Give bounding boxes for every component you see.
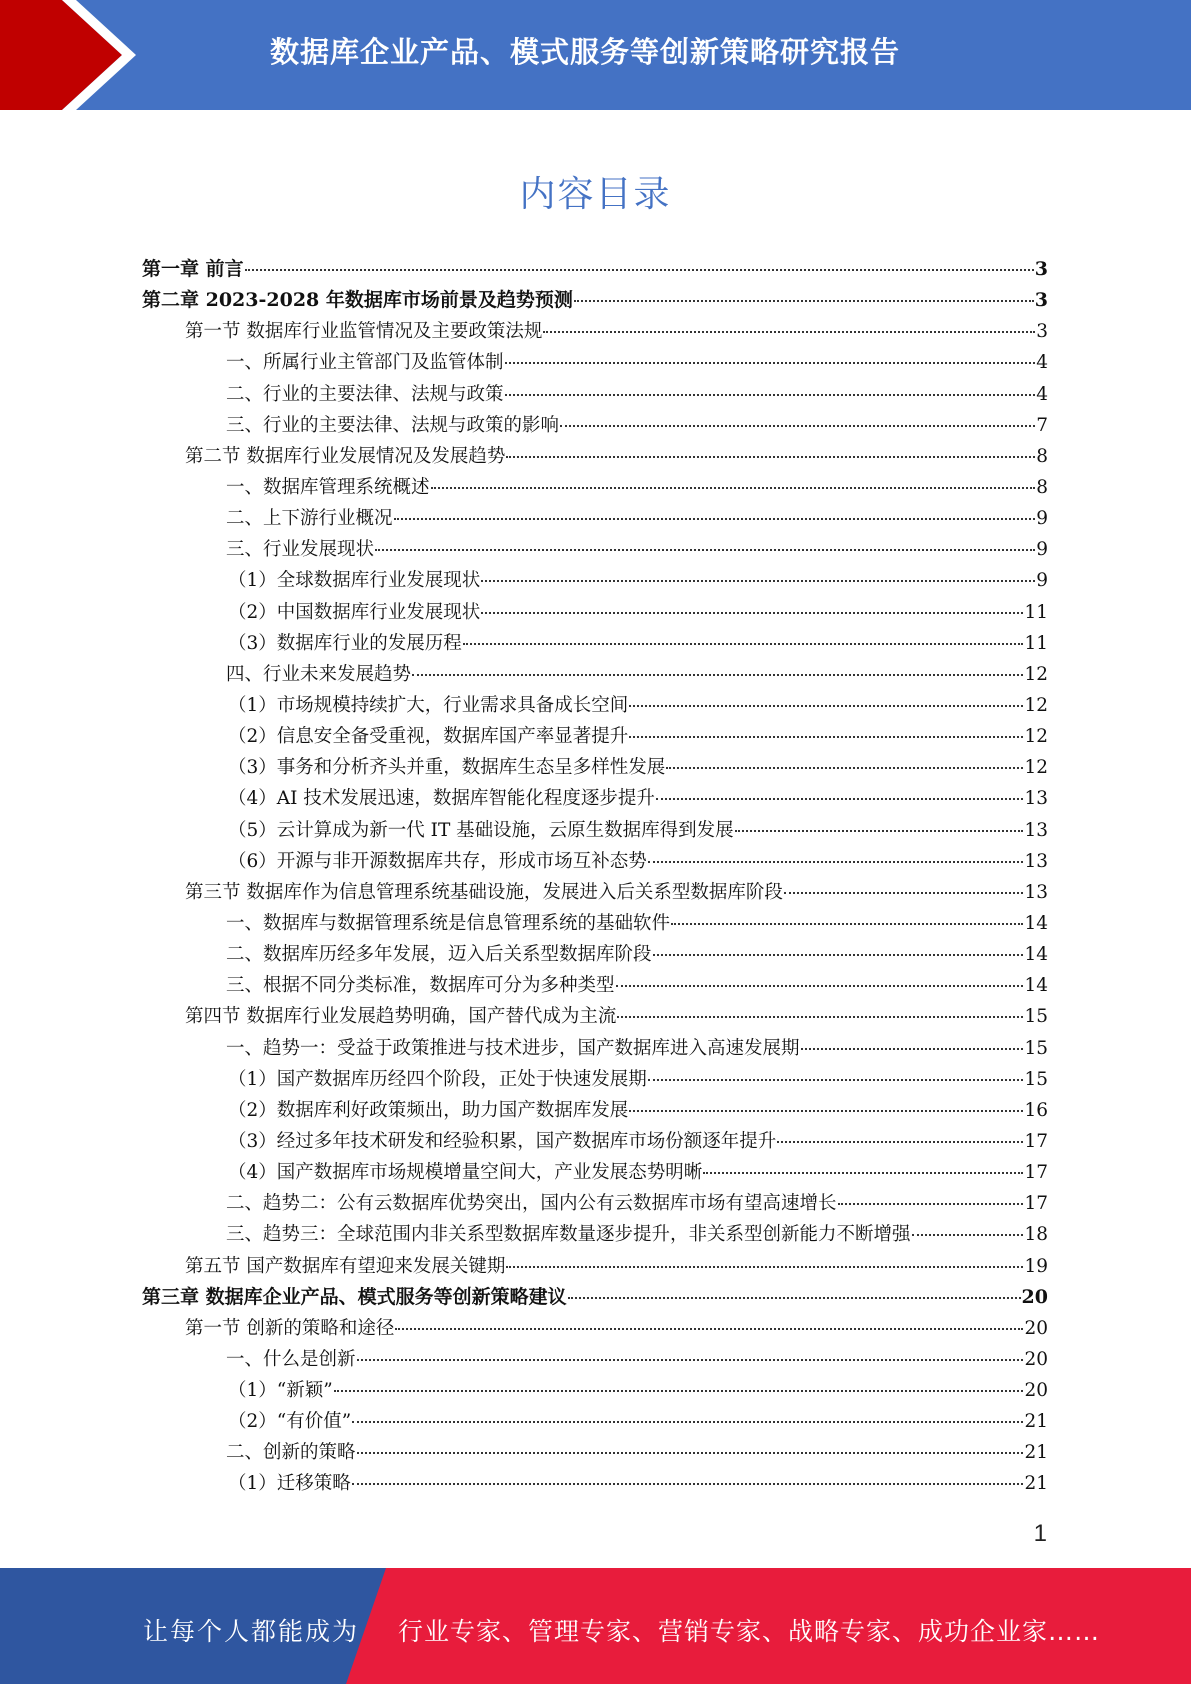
toc-dot-leader (801, 1048, 1024, 1050)
toc-entry-page: 15 (1024, 1006, 1048, 1028)
toc-dot-leader (394, 518, 1036, 520)
toc-dot-leader (505, 362, 1036, 364)
toc-dot-leader (629, 705, 1023, 707)
toc-dot-leader (617, 1016, 1023, 1018)
toc-entry[interactable] (142, 815, 1048, 846)
toc-entry[interactable] (142, 1001, 1048, 1032)
toc-entry-text: （3）数据库行业的发展历程 (228, 632, 462, 654)
toc-dot-leader (648, 1079, 1024, 1081)
toc-dot-leader (568, 1297, 1021, 1299)
toc-entry-page: 3 (1034, 258, 1048, 280)
toc-entry-text: 一、趋势一：受益于政策推进与技术进步，国产数据库进入高速发展期 (226, 1037, 800, 1059)
toc-entry-page: 12 (1024, 694, 1048, 716)
toc-entry-page: 17 (1024, 1193, 1048, 1215)
toc-dot-leader (506, 456, 1035, 458)
toc-dot-leader (838, 1203, 1024, 1205)
toc-entry-page: 15 (1024, 1037, 1048, 1059)
toc-entry-text: 第一节 数据库行业监管情况及主要政策法规 (185, 321, 543, 343)
toc-entry-page: 13 (1024, 850, 1048, 872)
toc-entry-text: 第一章 前言 (142, 258, 244, 280)
toc-entry-text: 二、创新的策略 (226, 1442, 356, 1464)
toc-dot-leader (777, 1141, 1023, 1143)
toc-entry-text: 一、什么是创新 (226, 1348, 356, 1370)
toc-entry-text: 第一节 创新的策略和途径 (185, 1317, 395, 1339)
toc-entry[interactable] (142, 1251, 1048, 1282)
toc-entry-page: 3 (1036, 321, 1048, 343)
toc-entry[interactable] (142, 597, 1048, 628)
toc-entry-page: 8 (1036, 476, 1048, 498)
toc-entry-page: 20 (1024, 1317, 1048, 1339)
toc-entry-page: 8 (1036, 445, 1048, 467)
toc-entry-text: （3）事务和分析齐头并重，数据库生态呈多样性发展 (228, 757, 666, 779)
toc-entry-page: 7 (1036, 414, 1048, 436)
toc-entry-text: 第四节 数据库行业发展趋势明确，国产替代成为主流 (185, 1006, 617, 1028)
toc-entry[interactable] (142, 690, 1048, 721)
toc-title: 内容目录 (519, 174, 672, 215)
toc-entry[interactable] (142, 1219, 1048, 1250)
toc-entry[interactable] (142, 1157, 1048, 1188)
header-banner (0, 0, 1191, 110)
toc-entry-text: 一、数据库与数据管理系统是信息管理系统的基础软件 (226, 912, 671, 934)
toc-entry-page: 19 (1024, 1255, 1048, 1277)
toc-entry[interactable] (142, 254, 1048, 285)
toc-entry[interactable] (142, 441, 1048, 472)
table-of-contents (142, 254, 1048, 1500)
toc-entry-page: 9 (1036, 539, 1048, 561)
toc-entry-page: 12 (1024, 757, 1048, 779)
toc-entry-page: 15 (1024, 1068, 1048, 1090)
toc-entry[interactable] (142, 410, 1048, 441)
toc-entry[interactable] (142, 1282, 1048, 1313)
toc-entry-page: 20 (1024, 1348, 1048, 1370)
toc-entry-text: （4）AI 技术发展迅速，数据库智能化程度逐步提升 (228, 788, 655, 810)
toc-entry[interactable] (142, 379, 1048, 410)
toc-entry-page: 9 (1036, 570, 1048, 592)
report-title: 数据库企业产品、模式服务等创新策略研究报告 (270, 35, 901, 69)
footer-slogan-left: 让每个人都能成为 (143, 1617, 360, 1646)
toc-entry[interactable] (142, 1468, 1048, 1499)
toc-entry-text: （2）中国数据库行业发展现状 (228, 601, 481, 623)
toc-entry-text: 第五节 国产数据库有望迎来发展关键期 (185, 1255, 506, 1277)
toc-dot-leader (357, 1359, 1024, 1361)
toc-dot-leader (481, 580, 1035, 582)
toc-dot-leader (703, 1172, 1023, 1174)
toc-entry-text: （2）“有价值” (228, 1411, 352, 1433)
toc-entry[interactable] (142, 285, 1048, 316)
toc-entry-page: 9 (1036, 508, 1048, 530)
toc-entry-page: 12 (1024, 726, 1048, 748)
toc-entry[interactable] (142, 1126, 1048, 1157)
toc-entry-text: （1）迁移策略 (228, 1473, 351, 1495)
toc-dot-leader (666, 767, 1023, 769)
toc-entry[interactable] (142, 1064, 1048, 1095)
toc-dot-leader (648, 861, 1024, 863)
toc-entry-text: 第二节 数据库行业发展情况及发展趋势 (185, 445, 506, 467)
toc-entry[interactable] (142, 628, 1048, 659)
toc-entry-text: 一、所属行业主管部门及监管体制 (226, 352, 504, 374)
toc-entry-text: 第二章 2023-2028 年数据库市场前景及趋势预测 (142, 289, 573, 312)
toc-dot-leader (463, 643, 1024, 645)
toc-entry[interactable] (142, 1095, 1048, 1126)
toc-entry-page: 16 (1024, 1099, 1048, 1121)
toc-entry-page: 14 (1024, 944, 1048, 966)
footer-banner (0, 1568, 1191, 1684)
toc-dot-leader (653, 954, 1024, 956)
toc-dot-leader (334, 1390, 1024, 1392)
toc-entry-page: 17 (1024, 1162, 1048, 1184)
toc-entry-text: 二、行业的主要法律、法规与政策 (226, 383, 504, 405)
toc-dot-leader (352, 1421, 1023, 1423)
toc-dot-leader (560, 425, 1035, 427)
toc-entry[interactable] (142, 721, 1048, 752)
toc-entry-text: 第三节 数据库作为信息管理系统基础设施，发展进入后关系型数据库阶段 (185, 881, 783, 903)
toc-entry-page: 11 (1024, 601, 1048, 623)
toc-entry-text: （6）开源与非开源数据库共存，形成市场互补态势 (228, 850, 647, 872)
toc-entry[interactable] (142, 472, 1048, 503)
toc-dot-leader (395, 1328, 1023, 1330)
toc-entry-page: 18 (1024, 1224, 1048, 1246)
toc-entry-text: 二、数据库历经多年发展，迈入后关系型数据库阶段 (226, 944, 652, 966)
toc-entry-text: （5）云计算成为新一代 IT 基础设施，云原生数据库得到发展 (228, 819, 734, 841)
toc-dot-leader (412, 674, 1023, 676)
toc-entry[interactable] (142, 534, 1048, 565)
toc-entry-page: 4 (1036, 352, 1048, 374)
toc-dot-leader (431, 487, 1036, 489)
toc-entry[interactable] (142, 1313, 1048, 1344)
toc-dot-leader (671, 923, 1023, 925)
toc-entry[interactable] (142, 316, 1048, 347)
toc-entry-text: 一、数据库管理系统概述 (226, 476, 430, 498)
toc-entry-text: （4）国产数据库市场规模增量空间大，产业发展态势明晰 (228, 1162, 703, 1184)
toc-entry-page: 3 (1034, 289, 1048, 312)
toc-entry-text: （2）信息安全备受重视，数据库国产率显著提升 (228, 726, 629, 748)
toc-dot-leader (912, 1234, 1024, 1236)
toc-dot-leader (481, 612, 1023, 614)
toc-entry-page: 11 (1024, 632, 1048, 654)
page-number: 1 (1033, 1520, 1047, 1547)
toc-entry[interactable] (142, 565, 1048, 596)
toc-entry-text: 第三章 数据库企业产品、模式服务等创新策略建议 (142, 1285, 567, 1308)
toc-entry[interactable] (142, 1033, 1048, 1064)
toc-dot-leader (735, 830, 1024, 832)
toc-dot-leader (574, 300, 1034, 302)
toc-entry-page: 21 (1024, 1411, 1048, 1433)
toc-entry[interactable] (142, 659, 1048, 690)
toc-entry-text: （3）经过多年技术研发和经验积累，国产数据库市场份额逐年提升 (228, 1130, 777, 1152)
toc-entry[interactable] (142, 939, 1048, 970)
toc-entry-text: （1）全球数据库行业发展现状 (228, 570, 481, 592)
toc-dot-leader (616, 985, 1024, 987)
toc-entry-page: 14 (1024, 975, 1048, 997)
toc-dot-leader (629, 736, 1023, 738)
toc-dot-leader (375, 549, 1035, 551)
toc-entry-text: 二、趋势二：公有云数据库优势突出，国内公有云数据库市场有望高速增长 (226, 1193, 837, 1215)
toc-entry-page: 17 (1024, 1130, 1048, 1152)
toc-entry[interactable] (142, 970, 1048, 1001)
toc-entry[interactable] (142, 908, 1048, 939)
toc-entry[interactable] (142, 783, 1048, 814)
toc-entry[interactable] (142, 752, 1048, 783)
toc-entry-page: 12 (1024, 663, 1048, 685)
toc-entry-text: 四、行业未来发展趋势 (226, 663, 412, 685)
toc-entry[interactable] (142, 1188, 1048, 1219)
toc-dot-leader (352, 1483, 1024, 1485)
toc-entry-text: 三、行业发展现状 (226, 539, 375, 561)
toc-entry-text: （2）数据库利好政策频出，助力国产数据库发展 (228, 1099, 629, 1121)
toc-entry-page: 21 (1024, 1442, 1048, 1464)
toc-entry-page: 13 (1024, 819, 1048, 841)
toc-dot-leader (784, 892, 1024, 894)
toc-dot-leader (357, 1452, 1024, 1454)
toc-entry[interactable] (142, 347, 1048, 378)
toc-entry-text: 三、根据不同分类标准，数据库可分为多种类型 (226, 975, 615, 997)
toc-entry[interactable] (142, 877, 1048, 908)
toc-entry[interactable] (142, 503, 1048, 534)
toc-entry-page: 20 (1024, 1380, 1048, 1402)
toc-entry-page: 13 (1024, 788, 1048, 810)
toc-dot-leader (245, 269, 1034, 271)
toc-entry-text: （1）“新颖” (228, 1380, 333, 1402)
footer-slogan-right: 行业专家、管理专家、营销专家、战略专家、成功企业家…… (398, 1617, 1101, 1646)
toc-dot-leader (629, 1110, 1023, 1112)
toc-dot-leader (506, 1266, 1023, 1268)
toc-dot-leader (656, 798, 1024, 800)
toc-entry[interactable] (142, 1437, 1048, 1468)
toc-entry-text: 二、上下游行业概况 (226, 508, 393, 530)
toc-entry-text: （1）国产数据库历经四个阶段，正处于快速发展期 (228, 1068, 647, 1090)
toc-entry[interactable] (142, 1375, 1048, 1406)
toc-entry-page: 14 (1024, 912, 1048, 934)
toc-entry[interactable] (142, 1406, 1048, 1437)
toc-entry-text: 三、趋势三：全球范围内非关系型数据库数量逐步提升，非关系型创新能力不断增强 (226, 1224, 911, 1246)
toc-entry[interactable] (142, 846, 1048, 877)
toc-entry-page: 13 (1024, 881, 1048, 903)
toc-entry-page: 20 (1021, 1285, 1048, 1308)
toc-dot-leader (505, 394, 1036, 396)
toc-entry[interactable] (142, 1344, 1048, 1375)
toc-entry-text: （1）市场规模持续扩大，行业需求具备成长空间 (228, 694, 629, 716)
toc-entry-page: 21 (1024, 1473, 1048, 1495)
toc-entry-page: 4 (1036, 383, 1048, 405)
toc-dot-leader (543, 331, 1035, 333)
toc-entry-text: 三、行业的主要法律、法规与政策的影响 (226, 414, 560, 436)
